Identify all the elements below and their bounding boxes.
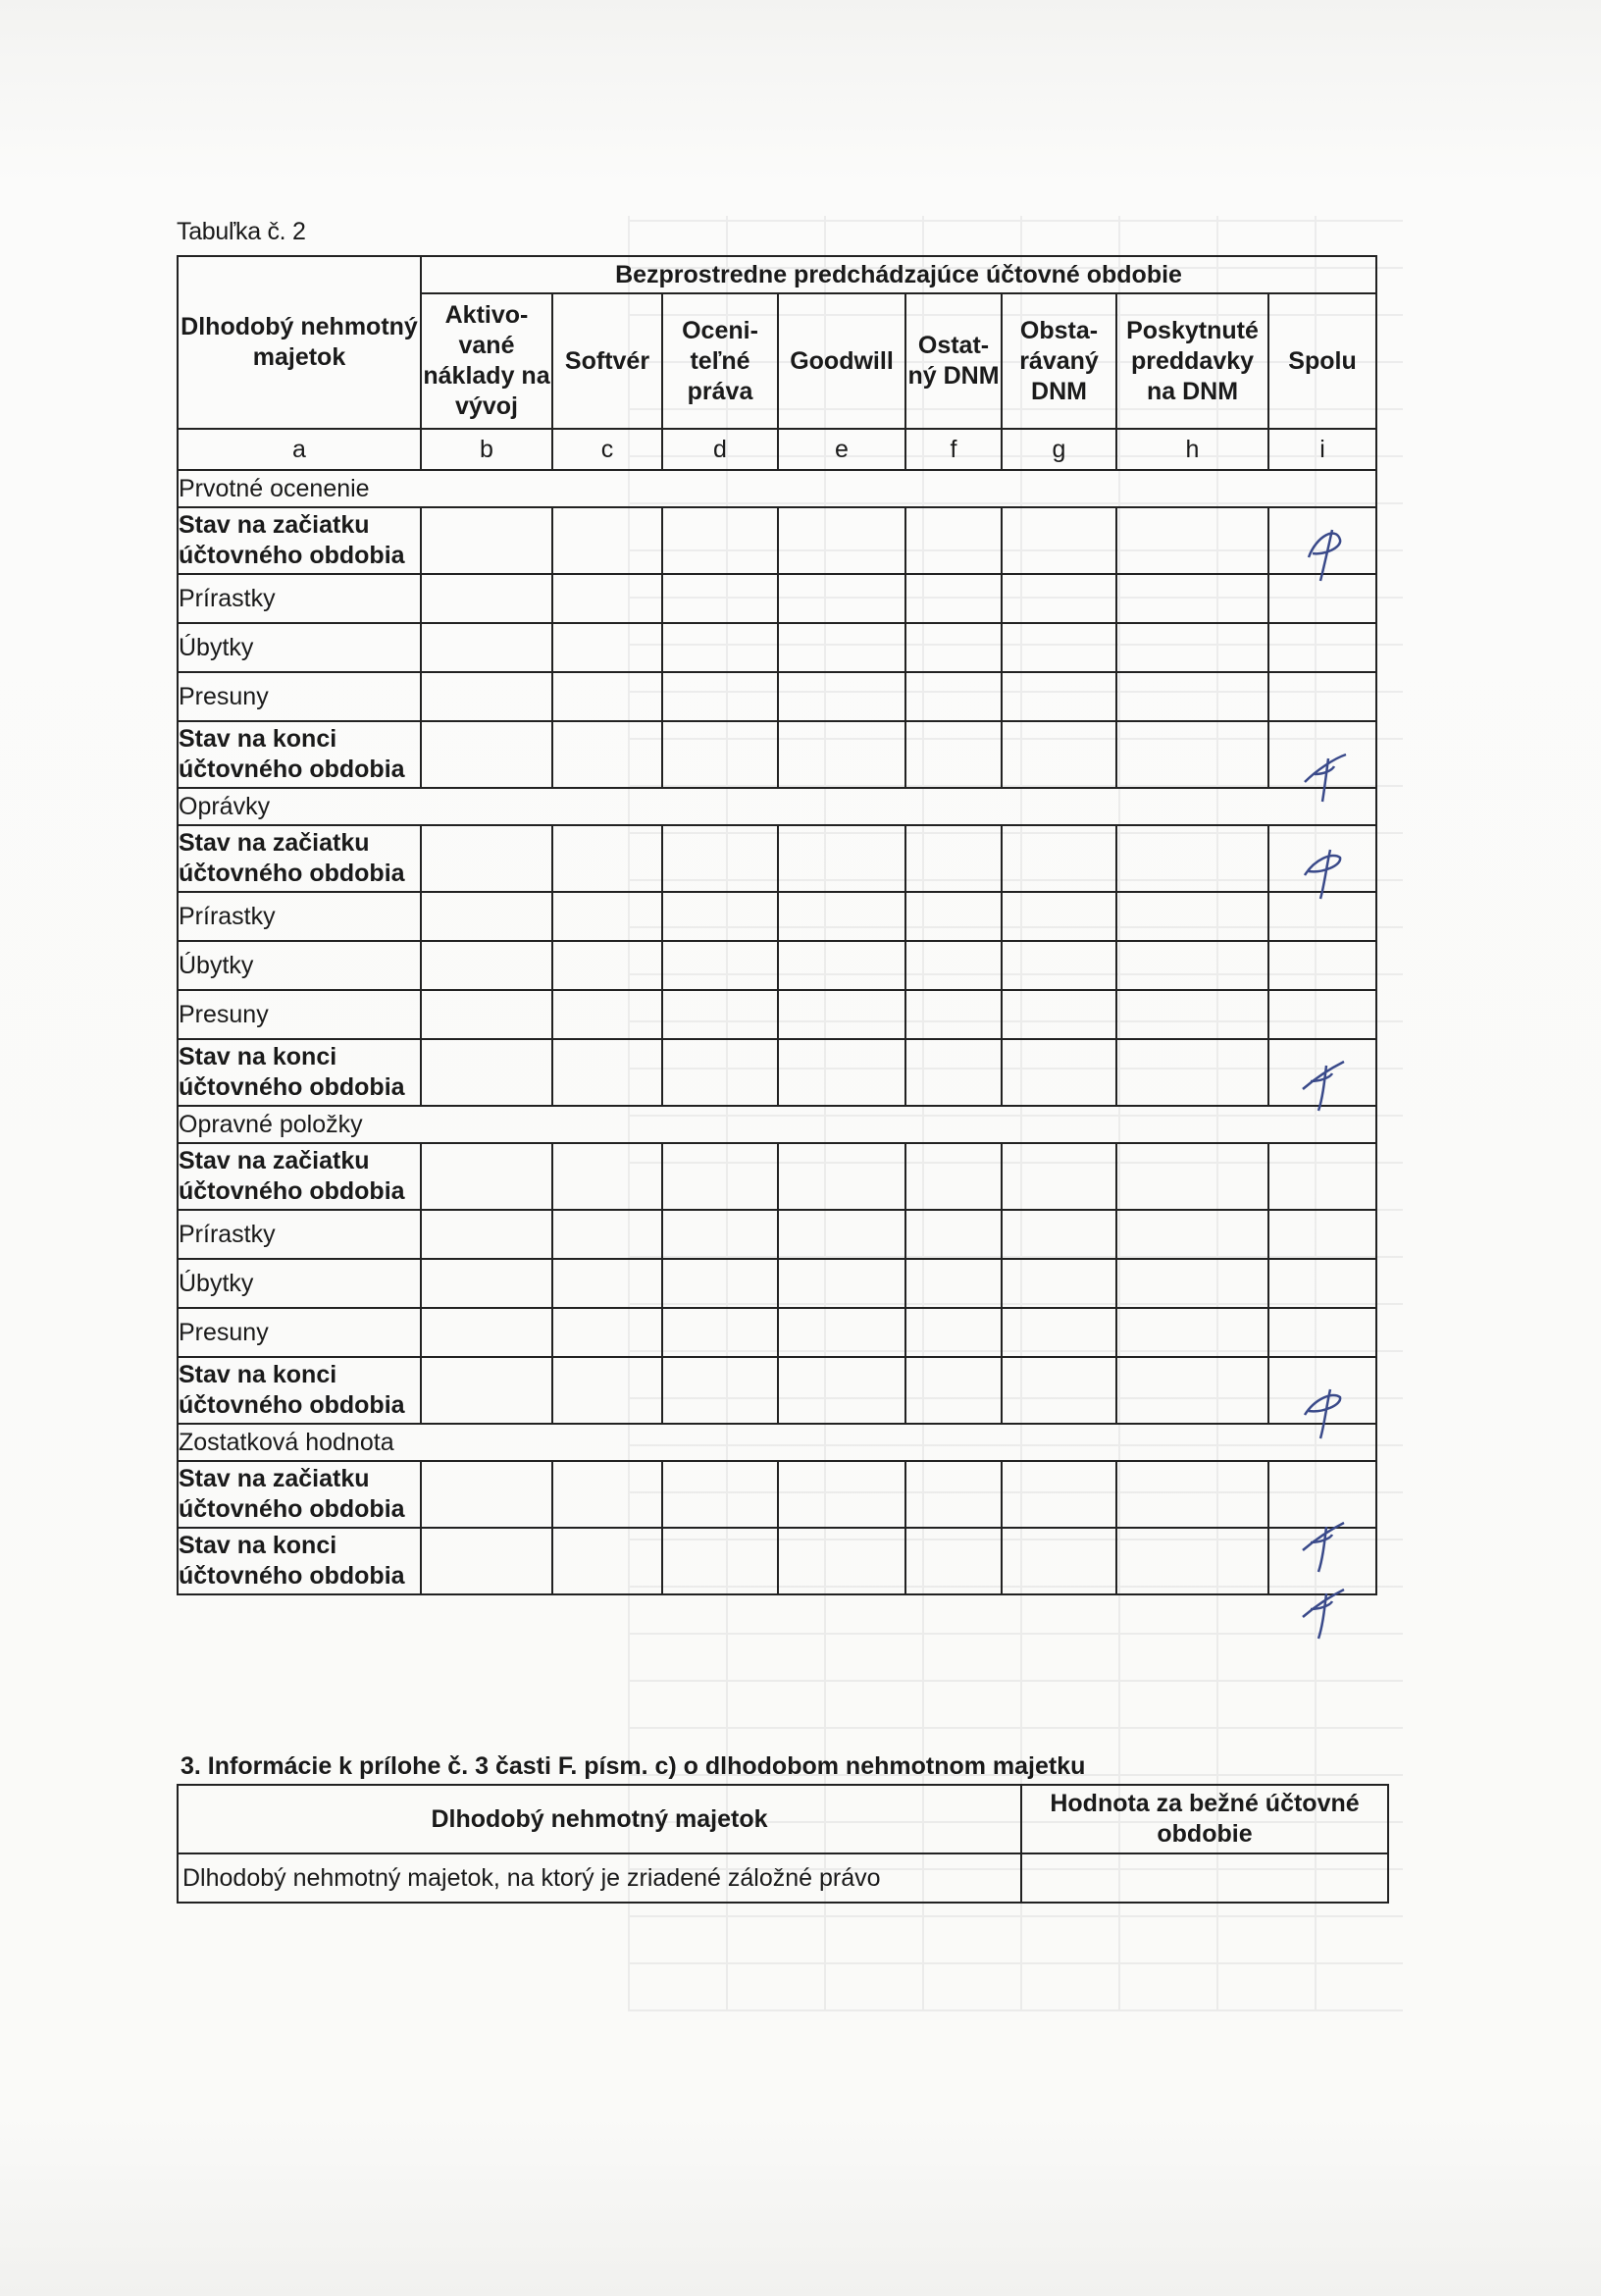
value-cell <box>778 1210 905 1259</box>
value-cell <box>1268 941 1376 990</box>
value-cell <box>1116 1308 1268 1357</box>
table-row <box>178 623 1376 672</box>
value-cell <box>905 990 1002 1039</box>
handwritten-check-mark <box>1293 1511 1352 1580</box>
value-cell <box>905 574 1002 623</box>
column-header: Softvér <box>552 293 662 429</box>
table-row <box>178 941 1376 990</box>
value-cell <box>662 990 778 1039</box>
column-header: Oceni-teľné práva <box>662 293 778 429</box>
row-label: Presuny <box>178 990 421 1039</box>
value-cell <box>662 1143 778 1210</box>
handwritten-check-mark <box>1295 518 1354 587</box>
value-cell <box>1116 1528 1268 1594</box>
table-row <box>178 892 1376 941</box>
value-cell <box>1116 1461 1268 1528</box>
table-row <box>178 1210 1376 1259</box>
value-cell <box>662 507 778 574</box>
value-cell <box>552 1461 662 1528</box>
value-cell <box>662 892 778 941</box>
value-cell <box>1268 990 1376 1039</box>
value-cell <box>1268 1259 1376 1308</box>
value-cell <box>1002 574 1116 623</box>
value-cell <box>662 1039 778 1106</box>
value-cell <box>552 1039 662 1106</box>
value-cell <box>421 507 552 574</box>
value-cell <box>552 507 662 574</box>
value-cell <box>1002 1210 1116 1259</box>
pledged-assets-table <box>177 1784 1389 1904</box>
value-cell <box>662 672 778 721</box>
value-cell <box>1116 672 1268 721</box>
value-cell <box>778 1461 905 1528</box>
value-cell <box>905 1143 1002 1210</box>
value-cell <box>1002 1528 1116 1594</box>
value-cell <box>905 941 1002 990</box>
row-label: Úbytky <box>178 1259 421 1308</box>
value-cell <box>421 672 552 721</box>
info-row-label: Dlhodobý nehmotný majetok, na ktorý je zriadené záložné právo <box>178 1853 1021 1903</box>
value-cell <box>1116 623 1268 672</box>
value-cell <box>778 574 905 623</box>
period-header: Bezprostredne predchádzajúce účtovné obdobie <box>421 256 1376 293</box>
row-label: Stav na začiatku účtovného obdobia <box>178 507 421 574</box>
value-cell <box>1002 721 1116 788</box>
value-cell <box>1116 1039 1268 1106</box>
column-letter: e <box>778 429 905 470</box>
value-cell <box>421 1210 552 1259</box>
value-cell <box>778 623 905 672</box>
value-cell <box>778 507 905 574</box>
value-cell <box>1002 941 1116 990</box>
value-cell <box>1002 1259 1116 1308</box>
info-row-value <box>1021 1853 1388 1903</box>
value-cell <box>552 941 662 990</box>
value-cell <box>552 1210 662 1259</box>
value-cell <box>552 892 662 941</box>
value-cell <box>1002 1461 1116 1528</box>
value-cell <box>421 1357 552 1424</box>
value-cell <box>1002 825 1116 892</box>
value-cell <box>421 623 552 672</box>
value-cell <box>1268 623 1376 672</box>
value-cell <box>1268 1210 1376 1259</box>
info-col1-header: Dlhodobý nehmotný majetok <box>178 1785 1021 1853</box>
value-cell <box>421 990 552 1039</box>
table-caption: Tabuľka č. 2 <box>177 218 306 245</box>
info-col2-header: Hodnota za bežné účtovné obdobie <box>1021 1785 1388 1853</box>
section-title: Oprávky <box>178 788 1376 825</box>
row-label: Stav na konci účtovného obdobia <box>178 721 421 788</box>
value-cell <box>778 1357 905 1424</box>
corner-header: Dlhodobý nehmotný majetok <box>178 256 421 429</box>
value-cell <box>662 1210 778 1259</box>
column-letter: c <box>552 429 662 470</box>
value-cell <box>1002 1039 1116 1106</box>
table-row <box>178 1528 1376 1594</box>
row-label: Prírastky <box>178 1210 421 1259</box>
handwritten-check-mark <box>1295 741 1354 809</box>
column-letter: g <box>1002 429 1116 470</box>
value-cell <box>1116 892 1268 941</box>
value-cell <box>905 1039 1002 1106</box>
row-label: Prírastky <box>178 892 421 941</box>
value-cell <box>552 1528 662 1594</box>
value-cell <box>421 1039 552 1106</box>
table-row <box>178 507 1376 574</box>
value-cell <box>905 623 1002 672</box>
value-cell <box>1002 1357 1116 1424</box>
value-cell <box>1002 892 1116 941</box>
column-letter: i <box>1268 429 1376 470</box>
value-cell <box>905 507 1002 574</box>
table-row <box>178 574 1376 623</box>
value-cell <box>1116 1210 1268 1259</box>
value-cell <box>905 1528 1002 1594</box>
column-header: Aktivo-vané náklady na vývoj <box>421 293 552 429</box>
value-cell <box>1002 672 1116 721</box>
value-cell <box>552 574 662 623</box>
value-cell <box>1002 990 1116 1039</box>
value-cell <box>905 721 1002 788</box>
row-label: Presuny <box>178 672 421 721</box>
row-label: Presuny <box>178 1308 421 1357</box>
value-cell <box>421 1528 552 1594</box>
table-row <box>178 1461 1376 1528</box>
value-cell <box>552 1143 662 1210</box>
value-cell <box>778 990 905 1039</box>
value-cell <box>421 1143 552 1210</box>
section-title: Prvotné ocenenie <box>178 470 1376 507</box>
value-cell <box>421 825 552 892</box>
value-cell <box>1116 941 1268 990</box>
table-row <box>178 1357 1376 1424</box>
row-label: Stav na konci účtovného obdobia <box>178 1357 421 1424</box>
table-row <box>178 1308 1376 1357</box>
value-cell <box>778 941 905 990</box>
table-row <box>178 721 1376 788</box>
value-cell <box>778 721 905 788</box>
column-letter: h <box>1116 429 1268 470</box>
value-cell <box>778 1308 905 1357</box>
table-row <box>178 1259 1376 1308</box>
value-cell <box>778 1039 905 1106</box>
value-cell <box>778 672 905 721</box>
row-label: Stav na konci účtovného obdobia <box>178 1039 421 1106</box>
value-cell <box>421 574 552 623</box>
value-cell <box>662 1461 778 1528</box>
value-cell <box>421 892 552 941</box>
value-cell <box>552 721 662 788</box>
value-cell <box>421 1259 552 1308</box>
table-row <box>178 672 1376 721</box>
value-cell <box>552 1308 662 1357</box>
handwritten-check-mark <box>1293 1380 1352 1448</box>
value-cell <box>1002 507 1116 574</box>
value-cell <box>1116 574 1268 623</box>
row-label: Úbytky <box>178 941 421 990</box>
value-cell <box>1116 721 1268 788</box>
column-header: Goodwill <box>778 293 905 429</box>
column-letter: d <box>662 429 778 470</box>
value-cell <box>421 721 552 788</box>
value-cell <box>421 1461 552 1528</box>
column-header: Spolu <box>1268 293 1376 429</box>
value-cell <box>905 1357 1002 1424</box>
section-3-title: 3. Informácie k prílohe č. 3 časti F. písm. c) o dlhodobom nehmotnom majetku <box>181 1752 1086 1780</box>
value-cell <box>662 825 778 892</box>
row-label: Stav na začiatku účtovného obdobia <box>178 1461 421 1528</box>
value-cell <box>905 892 1002 941</box>
value-cell <box>662 1308 778 1357</box>
column-header: Poskytnuté preddavky na DNM <box>1116 293 1268 429</box>
value-cell <box>1116 990 1268 1039</box>
value-cell <box>1116 1357 1268 1424</box>
value-cell <box>552 825 662 892</box>
value-cell <box>662 1528 778 1594</box>
value-cell <box>905 1461 1002 1528</box>
column-header: Ostat-ný DNM <box>905 293 1002 429</box>
table-row <box>178 1039 1376 1106</box>
row-label: Prírastky <box>178 574 421 623</box>
column-letter: f <box>905 429 1002 470</box>
value-cell <box>905 1259 1002 1308</box>
value-cell <box>778 1528 905 1594</box>
table-row <box>178 825 1376 892</box>
value-cell <box>552 672 662 721</box>
table-row <box>178 1143 1376 1210</box>
value-cell <box>662 623 778 672</box>
value-cell <box>1116 1143 1268 1210</box>
value-cell <box>905 825 1002 892</box>
value-cell <box>662 721 778 788</box>
value-cell <box>1268 672 1376 721</box>
value-cell <box>662 574 778 623</box>
value-cell <box>1268 1143 1376 1210</box>
value-cell <box>1002 1143 1116 1210</box>
column-letter: a <box>178 429 421 470</box>
handwritten-check-mark <box>1293 1578 1352 1646</box>
value-cell <box>421 941 552 990</box>
value-cell <box>778 892 905 941</box>
value-cell <box>552 623 662 672</box>
value-cell <box>421 1308 552 1357</box>
value-cell <box>1116 1259 1268 1308</box>
value-cell <box>552 1259 662 1308</box>
value-cell <box>905 1308 1002 1357</box>
value-cell <box>552 1357 662 1424</box>
column-header: Obsta-rávaný DNM <box>1002 293 1116 429</box>
intangible-assets-table <box>177 255 1377 1595</box>
value-cell <box>1116 825 1268 892</box>
handwritten-check-mark <box>1293 840 1352 909</box>
row-label: Stav na konci účtovného obdobia <box>178 1528 421 1594</box>
value-cell <box>905 672 1002 721</box>
section-title: Opravné položky <box>178 1106 1376 1143</box>
handwritten-check-mark <box>1293 1050 1352 1119</box>
section-title: Zostatková hodnota <box>178 1424 1376 1461</box>
value-cell <box>662 1357 778 1424</box>
row-label: Stav na začiatku účtovného obdobia <box>178 825 421 892</box>
value-cell <box>662 1259 778 1308</box>
row-label: Úbytky <box>178 623 421 672</box>
value-cell <box>905 1210 1002 1259</box>
value-cell <box>778 1259 905 1308</box>
value-cell <box>778 825 905 892</box>
column-letter: b <box>421 429 552 470</box>
value-cell <box>662 941 778 990</box>
value-cell <box>552 990 662 1039</box>
value-cell <box>1268 1308 1376 1357</box>
value-cell <box>778 1143 905 1210</box>
value-cell <box>1116 507 1268 574</box>
row-label: Stav na začiatku účtovného obdobia <box>178 1143 421 1210</box>
table-row <box>178 990 1376 1039</box>
value-cell <box>1002 623 1116 672</box>
value-cell <box>1002 1308 1116 1357</box>
